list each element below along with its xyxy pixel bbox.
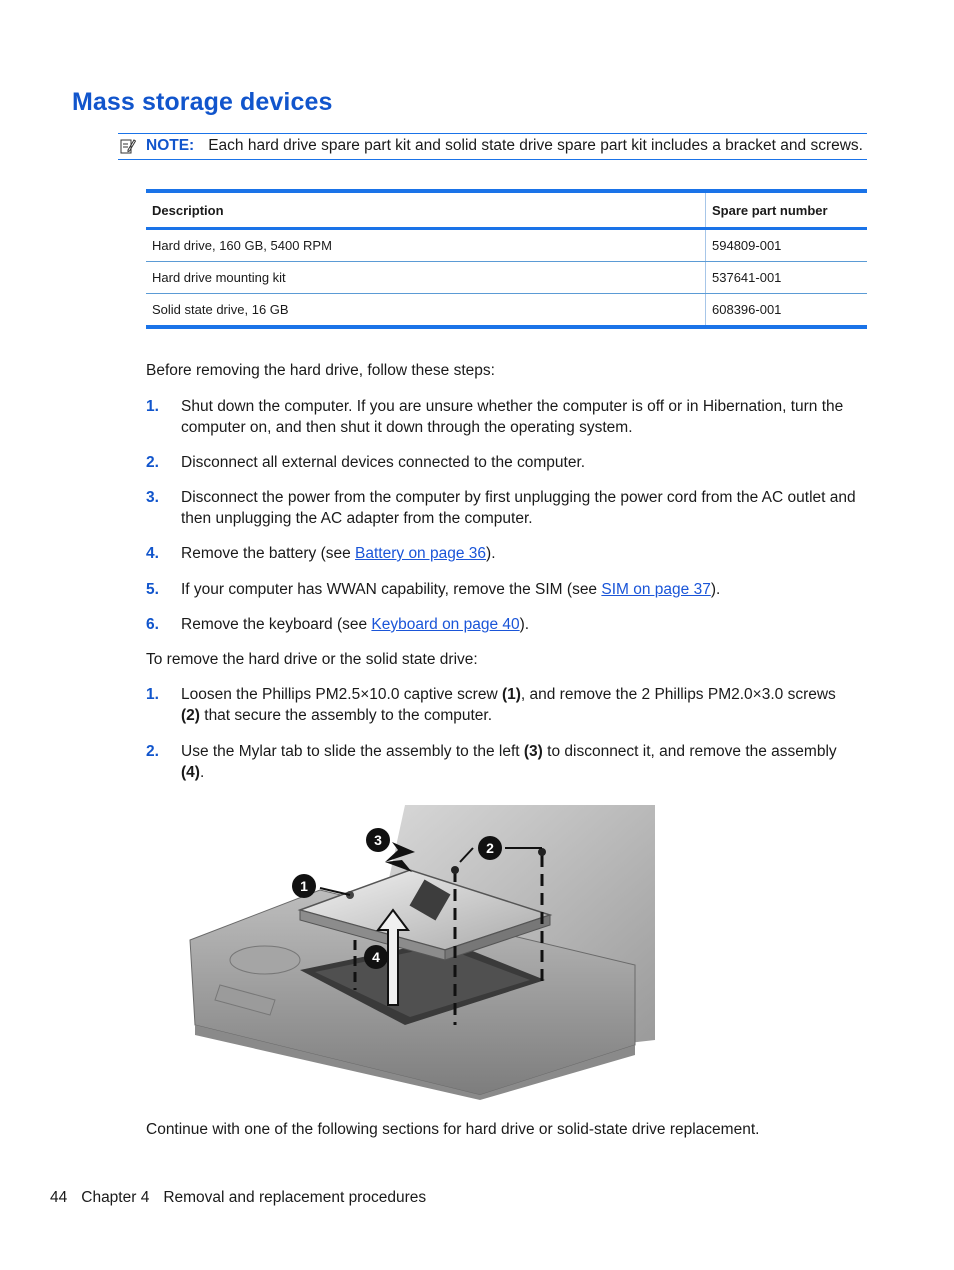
step-text-end: ). bbox=[710, 581, 721, 598]
step-text: Disconnect all external devices connected to the computer. bbox=[181, 454, 586, 471]
prep-step-1 bbox=[146, 396, 858, 438]
note-box bbox=[118, 133, 867, 160]
hard-drive-removal-illustration bbox=[180, 800, 660, 1100]
callout-1 bbox=[292, 874, 316, 898]
prep-step-5 bbox=[146, 579, 858, 600]
step-number: 1. bbox=[146, 398, 159, 415]
note-text: Each hard drive spare part kit and solid state drive spare part kit includes a bracket and screws. bbox=[208, 137, 863, 154]
step-text: Loosen the Phillips PM2.5×10.0 captive screw bbox=[181, 686, 502, 703]
step-text: If your computer has WWAN capability, remove the SIM (see bbox=[181, 581, 602, 598]
step-text: that secure the assembly to the computer. bbox=[199, 707, 493, 724]
step-number: 2. bbox=[146, 743, 159, 760]
cell-part-number: 608396-001 bbox=[712, 302, 782, 317]
page-number: 44 bbox=[50, 1189, 68, 1206]
prep-step-6 bbox=[146, 614, 858, 635]
callout-ref-1: (1) bbox=[501, 686, 521, 703]
step-text: Remove the keyboard (see bbox=[181, 616, 372, 633]
note-pencil-icon bbox=[120, 138, 136, 154]
chapter-label: Chapter 4 bbox=[81, 1189, 150, 1206]
column-header-part-number: Spare part number bbox=[706, 191, 868, 229]
step-text: , and remove the 2 Phillips PM2.0×3.0 screws bbox=[520, 686, 836, 703]
cell-part-number: 537641-001 bbox=[706, 262, 868, 294]
step-text-end: ). bbox=[519, 616, 530, 633]
table-row bbox=[146, 229, 867, 262]
intro-before-steps: Before removing the hard drive, follow these steps: bbox=[146, 362, 495, 379]
prep-step-3 bbox=[146, 487, 858, 529]
step-text-end: ). bbox=[486, 545, 496, 562]
cell-description: Hard drive mounting kit bbox=[146, 262, 706, 294]
callout-2 bbox=[478, 836, 502, 860]
table-row bbox=[146, 262, 867, 294]
step-text: to disconnect it, and remove the assembly bbox=[542, 743, 837, 760]
removal-step-1 bbox=[146, 684, 858, 726]
step-number: 2. bbox=[146, 454, 159, 471]
keyboard-page-link[interactable]: Keyboard on page 40 bbox=[371, 616, 520, 633]
chapter-title: Removal and replacement procedures bbox=[163, 1189, 427, 1206]
svg-text:2: 2 bbox=[486, 840, 494, 856]
svg-text:4: 4 bbox=[372, 949, 380, 965]
step-text: Use the Mylar tab to slide the assembly to the left bbox=[181, 743, 524, 760]
cell-description: Solid state drive, 16 GB bbox=[146, 294, 706, 328]
removal-step-2 bbox=[146, 741, 858, 783]
step-text: . bbox=[199, 764, 205, 781]
step-number: 3. bbox=[146, 489, 159, 506]
callout-ref-4: (4) bbox=[181, 764, 200, 781]
prep-step-2 bbox=[146, 452, 858, 473]
step-number: 5. bbox=[146, 581, 159, 598]
prep-step-4 bbox=[146, 543, 858, 564]
intro-removal-steps: To remove the hard drive or the solid state drive: bbox=[146, 651, 478, 668]
table-row bbox=[146, 294, 867, 328]
note-label: NOTE: bbox=[146, 137, 195, 154]
step-text: Disconnect the power from the computer by first unplugging the power cord from the AC outlet and then unplugging the AC adapter from the computer. bbox=[181, 489, 856, 527]
step-number: 4. bbox=[146, 545, 159, 562]
column-header-description: Description bbox=[146, 191, 706, 229]
step-number: 6. bbox=[146, 616, 159, 633]
svg-text:3: 3 bbox=[374, 832, 382, 848]
table-header-row bbox=[146, 191, 867, 229]
callout-3 bbox=[366, 828, 390, 852]
page-heading: Mass storage devices bbox=[72, 88, 333, 116]
cell-description: Hard drive, 160 GB, 5400 RPM bbox=[146, 229, 706, 262]
page-footer bbox=[50, 1189, 440, 1207]
step-number: 1. bbox=[146, 686, 159, 703]
step-text: Shut down the computer. If you are unsure whether the computer is off or in Hibernation, turn the computer on, and then shut it down through the operating system. bbox=[181, 398, 844, 436]
callout-4 bbox=[364, 945, 388, 969]
battery-page-link[interactable]: Battery on page 36 bbox=[355, 545, 487, 562]
svg-text:1: 1 bbox=[300, 878, 308, 894]
spare-parts-table bbox=[146, 189, 867, 329]
callout-ref-2: (2) bbox=[181, 707, 200, 724]
sim-page-link[interactable]: SIM on page 37 bbox=[601, 581, 711, 598]
closing-paragraph: Continue with one of the following sections for hard drive or solid-state drive replacement. bbox=[146, 1121, 760, 1138]
cell-part-number: 594809-001 bbox=[706, 229, 868, 262]
callout-ref-3: (3) bbox=[523, 743, 543, 760]
step-text: Remove the battery (see bbox=[181, 545, 356, 562]
